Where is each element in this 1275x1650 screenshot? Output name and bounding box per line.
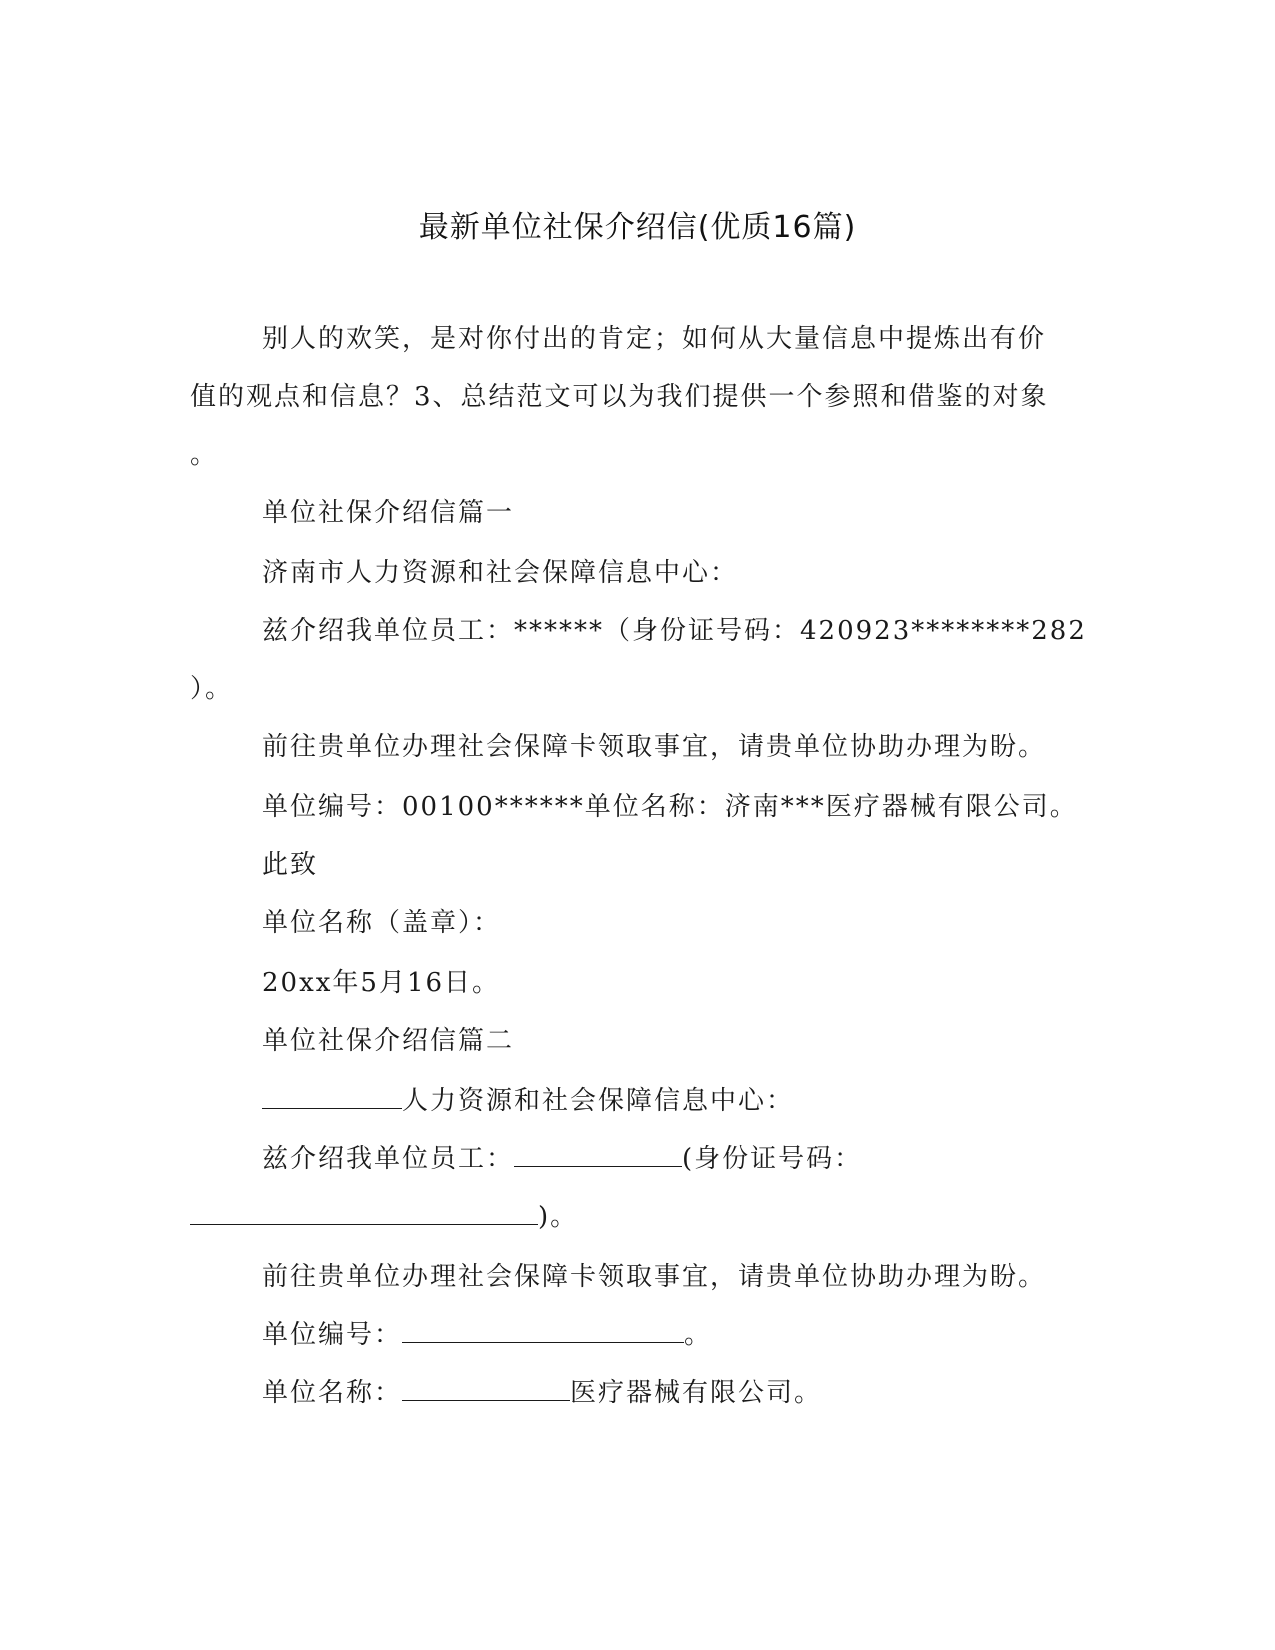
section2-intro-mid: (身份证号码：	[682, 1144, 863, 1174]
intro-line-3: 。	[190, 440, 219, 470]
section1-recipient: 济南市人力资源和社会保障信息中心：	[262, 558, 739, 588]
section1-intro-line-2: ）。	[190, 674, 234, 704]
section2-recipient-suffix: 人力资源和社会保障信息中心：	[402, 1086, 795, 1116]
page-title: 最新单位社保介绍信(优质16篇)	[418, 210, 857, 245]
employee-name-blank	[514, 1142, 682, 1167]
unit-no-blank	[402, 1318, 684, 1343]
section2-intro	[262, 1142, 862, 1176]
section1-date: 20xx年5月16日。	[262, 968, 501, 998]
section1-purpose: 前往贵单位办理社会保障卡领取事宜，请贵单位协助办理为盼。	[262, 732, 1047, 762]
section2-heading: 单位社保介绍信篇二	[262, 1026, 515, 1056]
section2-purpose: 前往贵单位办理社会保障卡领取事宜，请贵单位协助办理为盼。	[262, 1262, 1047, 1292]
section2-unit-name-suffix: 医疗器械有限公司。	[570, 1378, 823, 1408]
recipient-blank	[262, 1084, 402, 1109]
section2-intro-end: )。	[538, 1202, 579, 1232]
intro-line-1: 别人的欢笑，是对你付出的肯定；如何从大量信息中提炼出有价	[262, 324, 1047, 354]
section1-unit-info: 单位编号：00100******单位名称：济南***医疗器械有限公司。	[262, 792, 1078, 822]
section2-recipient	[262, 1084, 794, 1118]
intro-line-2: 值的观点和信息？3、总结范文可以为我们提供一个参照和借鉴的对象	[190, 382, 1049, 412]
section2-unit-no-label: 单位编号：	[262, 1320, 403, 1350]
section2-intro-cont	[190, 1200, 578, 1234]
section2-unit-name-label: 单位名称：	[262, 1378, 403, 1408]
section2-unit-no	[262, 1318, 712, 1352]
section2-unit-no-end: 。	[684, 1320, 713, 1350]
section2-unit-name	[262, 1376, 822, 1410]
section1-intro-line-1: 兹介绍我单位员工：******（身份证号码：420923********282	[262, 616, 1087, 646]
unit-name-blank	[402, 1376, 570, 1401]
section1-closing: 此致	[262, 850, 319, 880]
section1-signature: 单位名称（盖章）：	[262, 908, 502, 938]
section2-intro-prefix: 兹介绍我单位员工：	[262, 1144, 515, 1174]
id-number-blank	[190, 1200, 538, 1225]
section1-heading: 单位社保介绍信篇一	[262, 498, 515, 528]
